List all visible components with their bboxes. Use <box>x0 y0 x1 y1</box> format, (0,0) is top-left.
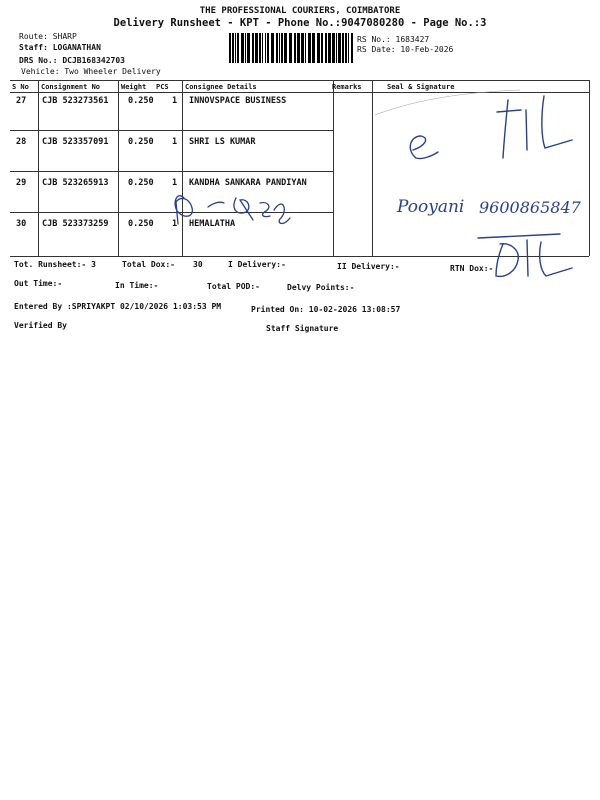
printed-on: Printed On: 10-02-2026 13:08:57 <box>251 305 401 314</box>
row-weight: 0.250 <box>128 96 154 106</box>
row-consignment: CJB 523273561 <box>42 96 109 106</box>
row-weight: 0.250 <box>128 178 154 188</box>
rtn-dox: RTN Dox:- <box>450 264 494 273</box>
col-header-consignee: Consignee Details <box>185 83 257 91</box>
col-header-signature: Seal & Signature <box>387 83 455 91</box>
handwritten-name: Pooyani <box>397 197 465 217</box>
col-header-weight: Weight <box>121 83 147 91</box>
row-sno: 30 <box>16 219 27 229</box>
row-pcs: 1 <box>172 178 178 188</box>
col-header-pcs: PCS <box>156 83 169 91</box>
signature-row27 <box>410 96 572 159</box>
total-pod: Total POD:- <box>207 282 260 291</box>
col-header-sno: S No <box>12 83 29 91</box>
row-consignee: SHRI LS KUMAR <box>189 137 256 147</box>
rs-date: RS Date: 10-Feb-2026 <box>357 45 454 54</box>
row-weight: 0.250 <box>128 137 154 147</box>
row-consignee: KANDHA SANKARA PANDIYAN <box>189 178 307 188</box>
row-consignment: CJB 523265913 <box>42 178 109 188</box>
runsheet-subtitle: Delivery Runsheet - KPT - Phone No.:9047080280 - Page No.:3 <box>113 17 487 29</box>
delvy-points: Delvy Points:- <box>287 283 355 292</box>
row-consignee: HEMALATHA <box>189 219 236 229</box>
col-header-consignment: Consignment No <box>41 83 101 91</box>
drs-number: DRS No.: DCJB168342703 <box>19 56 125 65</box>
signature-row30 <box>478 234 572 276</box>
col-header-remarks: Remarks <box>332 83 362 91</box>
row-consignment: CJB 523373259 <box>42 219 109 229</box>
scribble-signature <box>175 196 290 224</box>
tot-runsheet: Tot. Runsheet:- 3 <box>14 260 96 269</box>
row-pcs: 1 <box>172 96 178 106</box>
verified-by: Verified By <box>14 321 67 330</box>
in-time: In Time:- <box>115 281 159 290</box>
total-dox-label: Total Dox:- <box>122 260 175 269</box>
ii-delivery: II Delivery:- <box>337 262 400 271</box>
out-time: Out Time:- <box>14 279 63 288</box>
row-consignee: INNOVSPACE BUSINESS <box>189 96 287 106</box>
row-sno: 27 <box>16 96 27 106</box>
i-delivery: I Delivery:- <box>228 260 286 269</box>
entered-by: Entered By :SPRIYAKPT 02/10/2026 1:03:53 PM <box>14 302 222 311</box>
vehicle-label: Vehicle: Two Wheeler Delivery <box>21 67 161 76</box>
row-pcs: 1 <box>172 219 178 229</box>
row-weight: 0.250 <box>128 219 154 229</box>
staff-label: Staff: LOGANATHAN <box>19 43 101 52</box>
row-sno: 29 <box>16 178 27 188</box>
handwritten-phone: 9600865847 <box>479 198 581 217</box>
staff-signature-label: Staff Signature <box>266 324 339 333</box>
row-consignment: CJB 523357091 <box>42 137 109 147</box>
company-title: THE PROFESSIONAL COURIERS, COIMBATORE <box>199 6 401 16</box>
total-dox-value: 30 <box>193 260 203 269</box>
route-label: Route: SHARP <box>19 32 77 41</box>
row-pcs: 1 <box>172 137 178 147</box>
rs-number: RS No.: 1683427 <box>357 35 430 44</box>
row-sno: 28 <box>16 137 27 147</box>
